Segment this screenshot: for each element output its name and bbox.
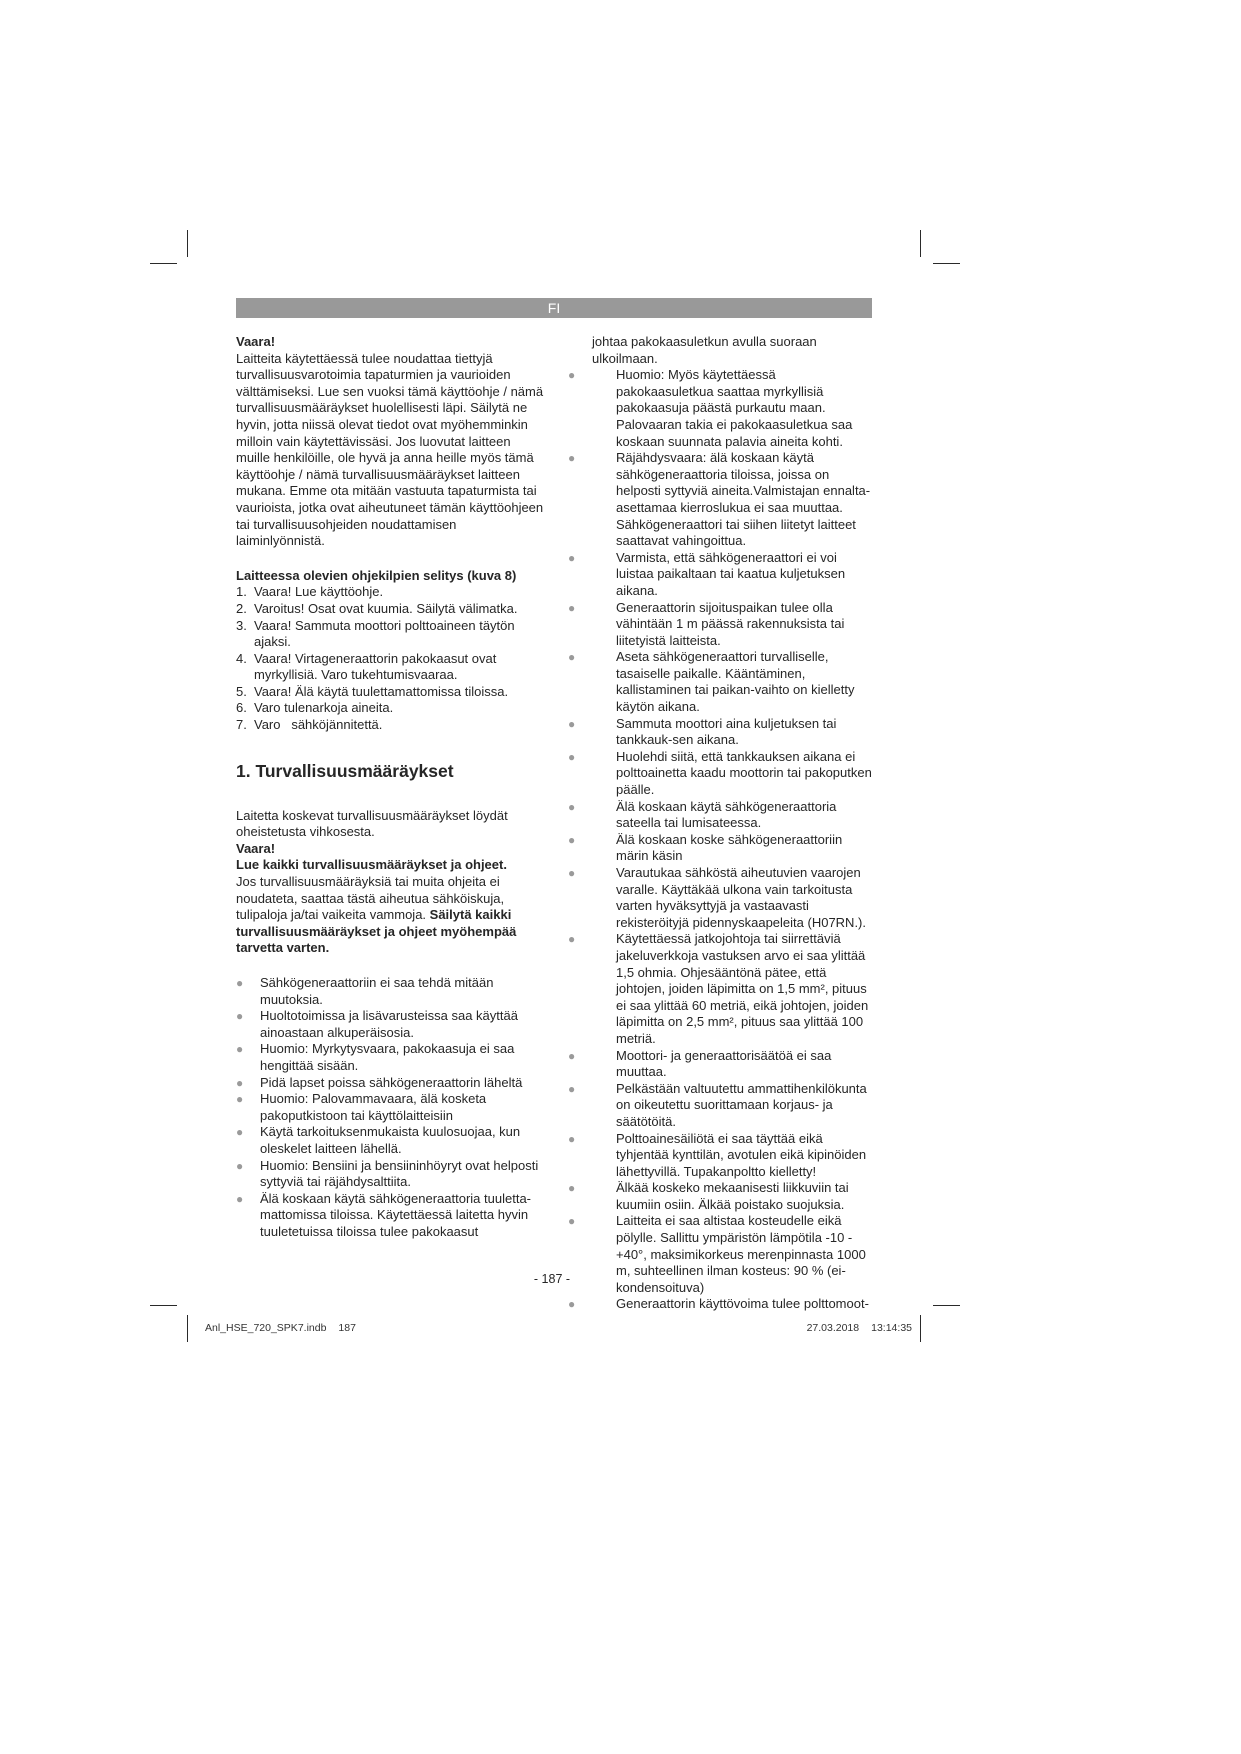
bullet-icon: ● <box>568 716 576 731</box>
list-item <box>236 1041 548 1074</box>
list-item <box>568 1180 874 1213</box>
list-item <box>568 798 874 832</box>
list-item <box>236 975 548 1008</box>
bullet-icon: ● <box>568 749 576 764</box>
page-number: - 187 - <box>533 1272 571 1286</box>
crop-mark <box>920 1315 921 1342</box>
list-item <box>568 715 874 749</box>
footer-file-page: 187 <box>338 1322 356 1334</box>
item-text: Vaara! Sammuta moottori polttoaineen täytön ajaksi. <box>254 617 515 650</box>
bullet-icon: ● <box>236 1042 244 1057</box>
item-text: Generaattorin käyttövoima tulee polttomoot- <box>616 1296 869 1312</box>
list-item <box>236 601 548 618</box>
bullet-icon: ● <box>236 1158 244 1173</box>
bullet-icon: ● <box>568 1297 576 1312</box>
crop-mark <box>933 1305 960 1306</box>
item-text: Laitteita ei saa altistaa kosteudelle eikä pölylle. Sallittu ympäristön lämpötila -10 - +40°, maksimikorkeus merenpinnasta 1000 m, suhteellinen ilman kosteus: 90 % (ei-kondensoituva) <box>616 1213 866 1295</box>
section-warning: Vaara! <box>236 840 276 856</box>
footer-date: 27.03.2018 <box>806 1322 860 1334</box>
item-number: 4. <box>236 650 247 666</box>
section-text <box>236 874 548 957</box>
section-text-bold: Säilytä kaikki turvallisuusmääräykset ja ohjeet myöhempää tarvetta varten. <box>236 907 517 956</box>
list-item <box>568 649 874 715</box>
print-footer-timestamp <box>807 1322 912 1334</box>
item-text: Huomio: Myrkytysvaara, pakokaasuja ei saa hengittää sisään. <box>260 1041 515 1073</box>
item-text: Huomio: Bensiini ja bensiininhöyryt ovat helposti syttyviä tai räjähdysalttiita. <box>260 1157 539 1190</box>
crop-mark <box>187 1315 188 1342</box>
list-item <box>236 1191 548 1241</box>
bullet-icon: ● <box>568 368 576 383</box>
item-number: 5. <box>236 683 247 699</box>
language-header-bar <box>236 298 872 318</box>
item-text: Huomio: Myös käytettäessä pakokaasuletkua saattaa myrkyllisiä pakokaasuja päästä purkautu maan. Palovaaran takia ei pakokaasuletkua saa koskaan suunnata palavia aineita kohti. <box>616 367 853 449</box>
bullet-icon: ● <box>568 650 576 665</box>
item-text: Generaattorin sijoituspaikan tulee olla vähintään 1 m päässä rakennuksista tai liitetyistä laitteista. <box>616 599 845 648</box>
item-text: Aseta sähkögeneraattori turvalliselle, tasaiselle paikalle. Kääntäminen, kallistaminen tai paikan-vaihto on kielletty käytön aikana. <box>616 649 855 715</box>
item-number: 7. <box>236 717 247 733</box>
left-column <box>236 334 548 1241</box>
list-item <box>236 1091 548 1124</box>
list-item <box>568 931 874 1047</box>
item-text: Huolehdi siitä, että tankkauksen aikana ei polttoainetta kaadu moottorin tai pakoputken päälle. <box>616 748 872 798</box>
bullet-icon: ● <box>568 799 576 814</box>
item-text: Älkää koskeko mekaanisesti liikkuviin tai kuumiin osiin. Älkää poistako suojuksia. <box>616 1180 849 1212</box>
bullet-icon: ● <box>568 550 576 565</box>
crop-mark <box>933 263 960 264</box>
list-item <box>568 1130 874 1181</box>
item-text: Pidä lapset poissa sähkögeneraattorin läheltä <box>260 1074 523 1090</box>
bullet-icon: ● <box>568 1214 576 1229</box>
list-item <box>568 831 874 865</box>
item-text: Moottori- ja generaattorisäätöä ei saa muuttaa. <box>616 1047 832 1080</box>
item-text: Käytä tarkoituksenmukaista kuulosuojaa, kun oleskelet laitteen lähellä. <box>260 1124 521 1156</box>
bullet-icon: ● <box>568 451 576 466</box>
warning-heading: Vaara! <box>236 334 276 349</box>
list-item <box>236 717 548 734</box>
item-number: 6. <box>236 700 247 716</box>
labels-list <box>236 584 548 733</box>
list-item <box>236 618 548 651</box>
section-intro: Laitetta koskevat turvallisuusmääräykset löydät oheistetusta vihkosesta. <box>236 807 508 840</box>
item-text: Polttoainesäiliötä ei saa täyttää eikä tyhjentää kynttilän, avotulen eikä kipinöiden lähettyvillä. Tupakanpoltto kielletty! <box>616 1130 867 1179</box>
warning-text: Laitteita käytettäessä tulee noudattaa tiettyjä turvallisuusvarotoimia tapaturmien ja vaurioiden välttämiseksi. Lue sen vuoksi tämä käyttöohje / nämä turvallisuusmääräykset huolellisesti läpi. Säilytä ne hyvin, jotta niissä olevat tiedot ovat myöhemminkin milloin vain käytettävissäsi. Jos luovutat laitteen muille henkilöille, ole hyvä ja anna heille myös tämä käyttöohje / nämä turvallisuusmääräykset laitteen mukana. Emme ota mitään vastuuta tapaturmista tai vaurioista, jotka ovat aiheutuneet tämän käyttöohjeen tai turvallisuusohjeiden noudattamisen laiminlyönnistä. <box>236 350 544 549</box>
bullet-icon: ● <box>568 866 576 880</box>
list-item <box>568 367 874 450</box>
labels-heading: Laitteessa olevien ohjekilpien selitys (kuva 8) <box>236 567 517 583</box>
crop-mark <box>150 1305 177 1306</box>
item-text: Varautukaa sähköstä aiheutuvien vaarojen varalle. Käyttäkää ulkona vain tarkoitusta varten hyväksyttyjä ja vastaavasti rekisteröityjä pidennyskaapeleita (H07RN.). <box>616 865 867 930</box>
list-item <box>236 1075 548 1092</box>
item-text: Sähkögeneraattoriin ei saa tehdä mitään muutoksia. <box>260 975 494 1007</box>
footer-time: 13:14:35 <box>871 1322 912 1334</box>
continuation-text: johtaa pakokaasuletkun avulla suoraan ulkoilmaan. <box>592 334 817 366</box>
item-text: Vaara! Älä käytä tuulettamattomissa tiloissa. <box>254 683 509 699</box>
list-item <box>236 1008 548 1041</box>
bullet-icon: ● <box>568 1131 576 1146</box>
list-item <box>568 865 874 931</box>
item-text: Huomio: Palovammavaara, älä kosketa pakoputkistoon tai käyttölaitteisiin <box>260 1091 487 1123</box>
item-text: Varoitus! Osat ovat kuumia. Säilytä välimatka. <box>254 600 518 616</box>
section-text-regular: Jos turvallisuusmääräyksiä tai muita ohjeita ei noudateta, saattaa tästä aiheutua sähköiskuja, tulipaloja ja/tai vaikeita vammoja. <box>236 874 505 923</box>
bullet-icon: ● <box>568 932 576 947</box>
bullet-icon: ● <box>236 1009 244 1024</box>
crop-mark <box>187 230 188 257</box>
bullet-icon: ● <box>236 1125 244 1140</box>
list-item <box>568 549 874 600</box>
right-column <box>568 334 874 1313</box>
bullet-icon: ● <box>236 976 244 990</box>
item-text: Älä koskaan käytä sähkögeneraattoria tuuletta-mattomissa tiloissa. Käytettäessä laitetta hyvin tuuletetuissa tiloissa tulee pakokaasut <box>260 1190 532 1239</box>
list-item <box>568 1296 874 1313</box>
list-item <box>568 450 874 550</box>
item-text: Älä koskaan koske sähkögeneraattoriin märin käsin <box>616 831 843 864</box>
bullet-icon: ● <box>236 1191 244 1206</box>
list-item <box>236 584 548 601</box>
footer-file-name: Anl_HSE_720_SPK7.indb <box>205 1322 327 1334</box>
bullet-icon: ● <box>568 832 576 847</box>
list-item <box>236 1124 548 1157</box>
list-item <box>568 1047 874 1081</box>
bullet-icon: ● <box>568 1081 576 1096</box>
bullet-icon: ● <box>568 1048 576 1063</box>
item-number: 1. <box>236 584 247 600</box>
item-text: Varo tulenarkoja aineita. <box>254 700 394 716</box>
list-item <box>568 599 874 650</box>
language-code: FI <box>547 300 561 316</box>
section-bold-line: Lue kaikki turvallisuusmääräykset ja ohjeet. <box>236 857 507 873</box>
list-item <box>568 748 874 799</box>
item-text: Sammuta moottori aina kuljetuksen tai tankkauk-sen aikana. <box>616 715 837 748</box>
bullet-icon: ● <box>568 600 576 615</box>
list-item <box>236 1158 548 1191</box>
item-text: Vaara! Lue käyttöohje. <box>254 584 384 600</box>
item-text: Vaara! Virtageneraattorin pakokaasut ovat myrkyllisiä. Varo tukehtumisvaaraa. <box>254 650 497 683</box>
item-text: Varmista, että sähkögeneraattori ei voi luistaa paikaltaan tai kaatua kuljetuksen aikana. <box>616 549 846 598</box>
print-footer-file <box>205 1322 356 1334</box>
crop-mark <box>150 263 177 264</box>
item-text: Käytettäessä jatkojohtoja tai siirrettäviä jakeluverkkoja vastuksen arvo ei saa ylittää 1,5 ohmia. Ohjesääntönä pätee, että johtojen, joiden läpimitta on 1,5 mm², pituus ei saa ylittää 60 metriä, eikä johtojen, joiden läpimitta on 2,5 mm², pituus saa ylittää 100 metriä. <box>616 931 869 1046</box>
item-text: Pelkästään valtuutettu ammattihenkilökunta on oikeutettu suorittamaan korjaus- ja säätötöitä. <box>616 1080 867 1129</box>
item-text: Varo sähköjännitettä. <box>254 717 383 733</box>
bullet-icon: ● <box>236 1092 244 1107</box>
item-number: 3. <box>236 617 247 633</box>
crop-mark <box>920 230 921 257</box>
safety-bullets-left <box>236 975 548 1241</box>
list-item <box>236 684 548 701</box>
safety-bullets-right <box>568 367 874 1313</box>
item-text: Huoltotoimissa ja lisävarusteissa saa käyttää ainoastaan alkuperäisosia. <box>260 1008 518 1040</box>
item-text: Älä koskaan käytä sähkögeneraattoria sateella tai lumisateessa. <box>616 798 837 831</box>
list-item <box>236 651 548 684</box>
list-item <box>236 700 548 717</box>
bullet-icon: ● <box>236 1075 244 1090</box>
section-title: 1. Turvallisuusmääräykset <box>236 760 454 781</box>
item-text: Räjähdysvaara: älä koskaan käytä sähkögeneraattoria tiloissa, joissa on helposti syttyviä aineita.Valmistajan ennalta-asettamaa kierroslukua ei saa muuttaa. Sähkögeneraattori tai siihen liitetyt laitteet saattavat vahingoittua. <box>616 450 871 549</box>
list-item <box>568 1080 874 1131</box>
item-number: 2. <box>236 600 247 616</box>
bullet-icon: ● <box>568 1181 576 1196</box>
